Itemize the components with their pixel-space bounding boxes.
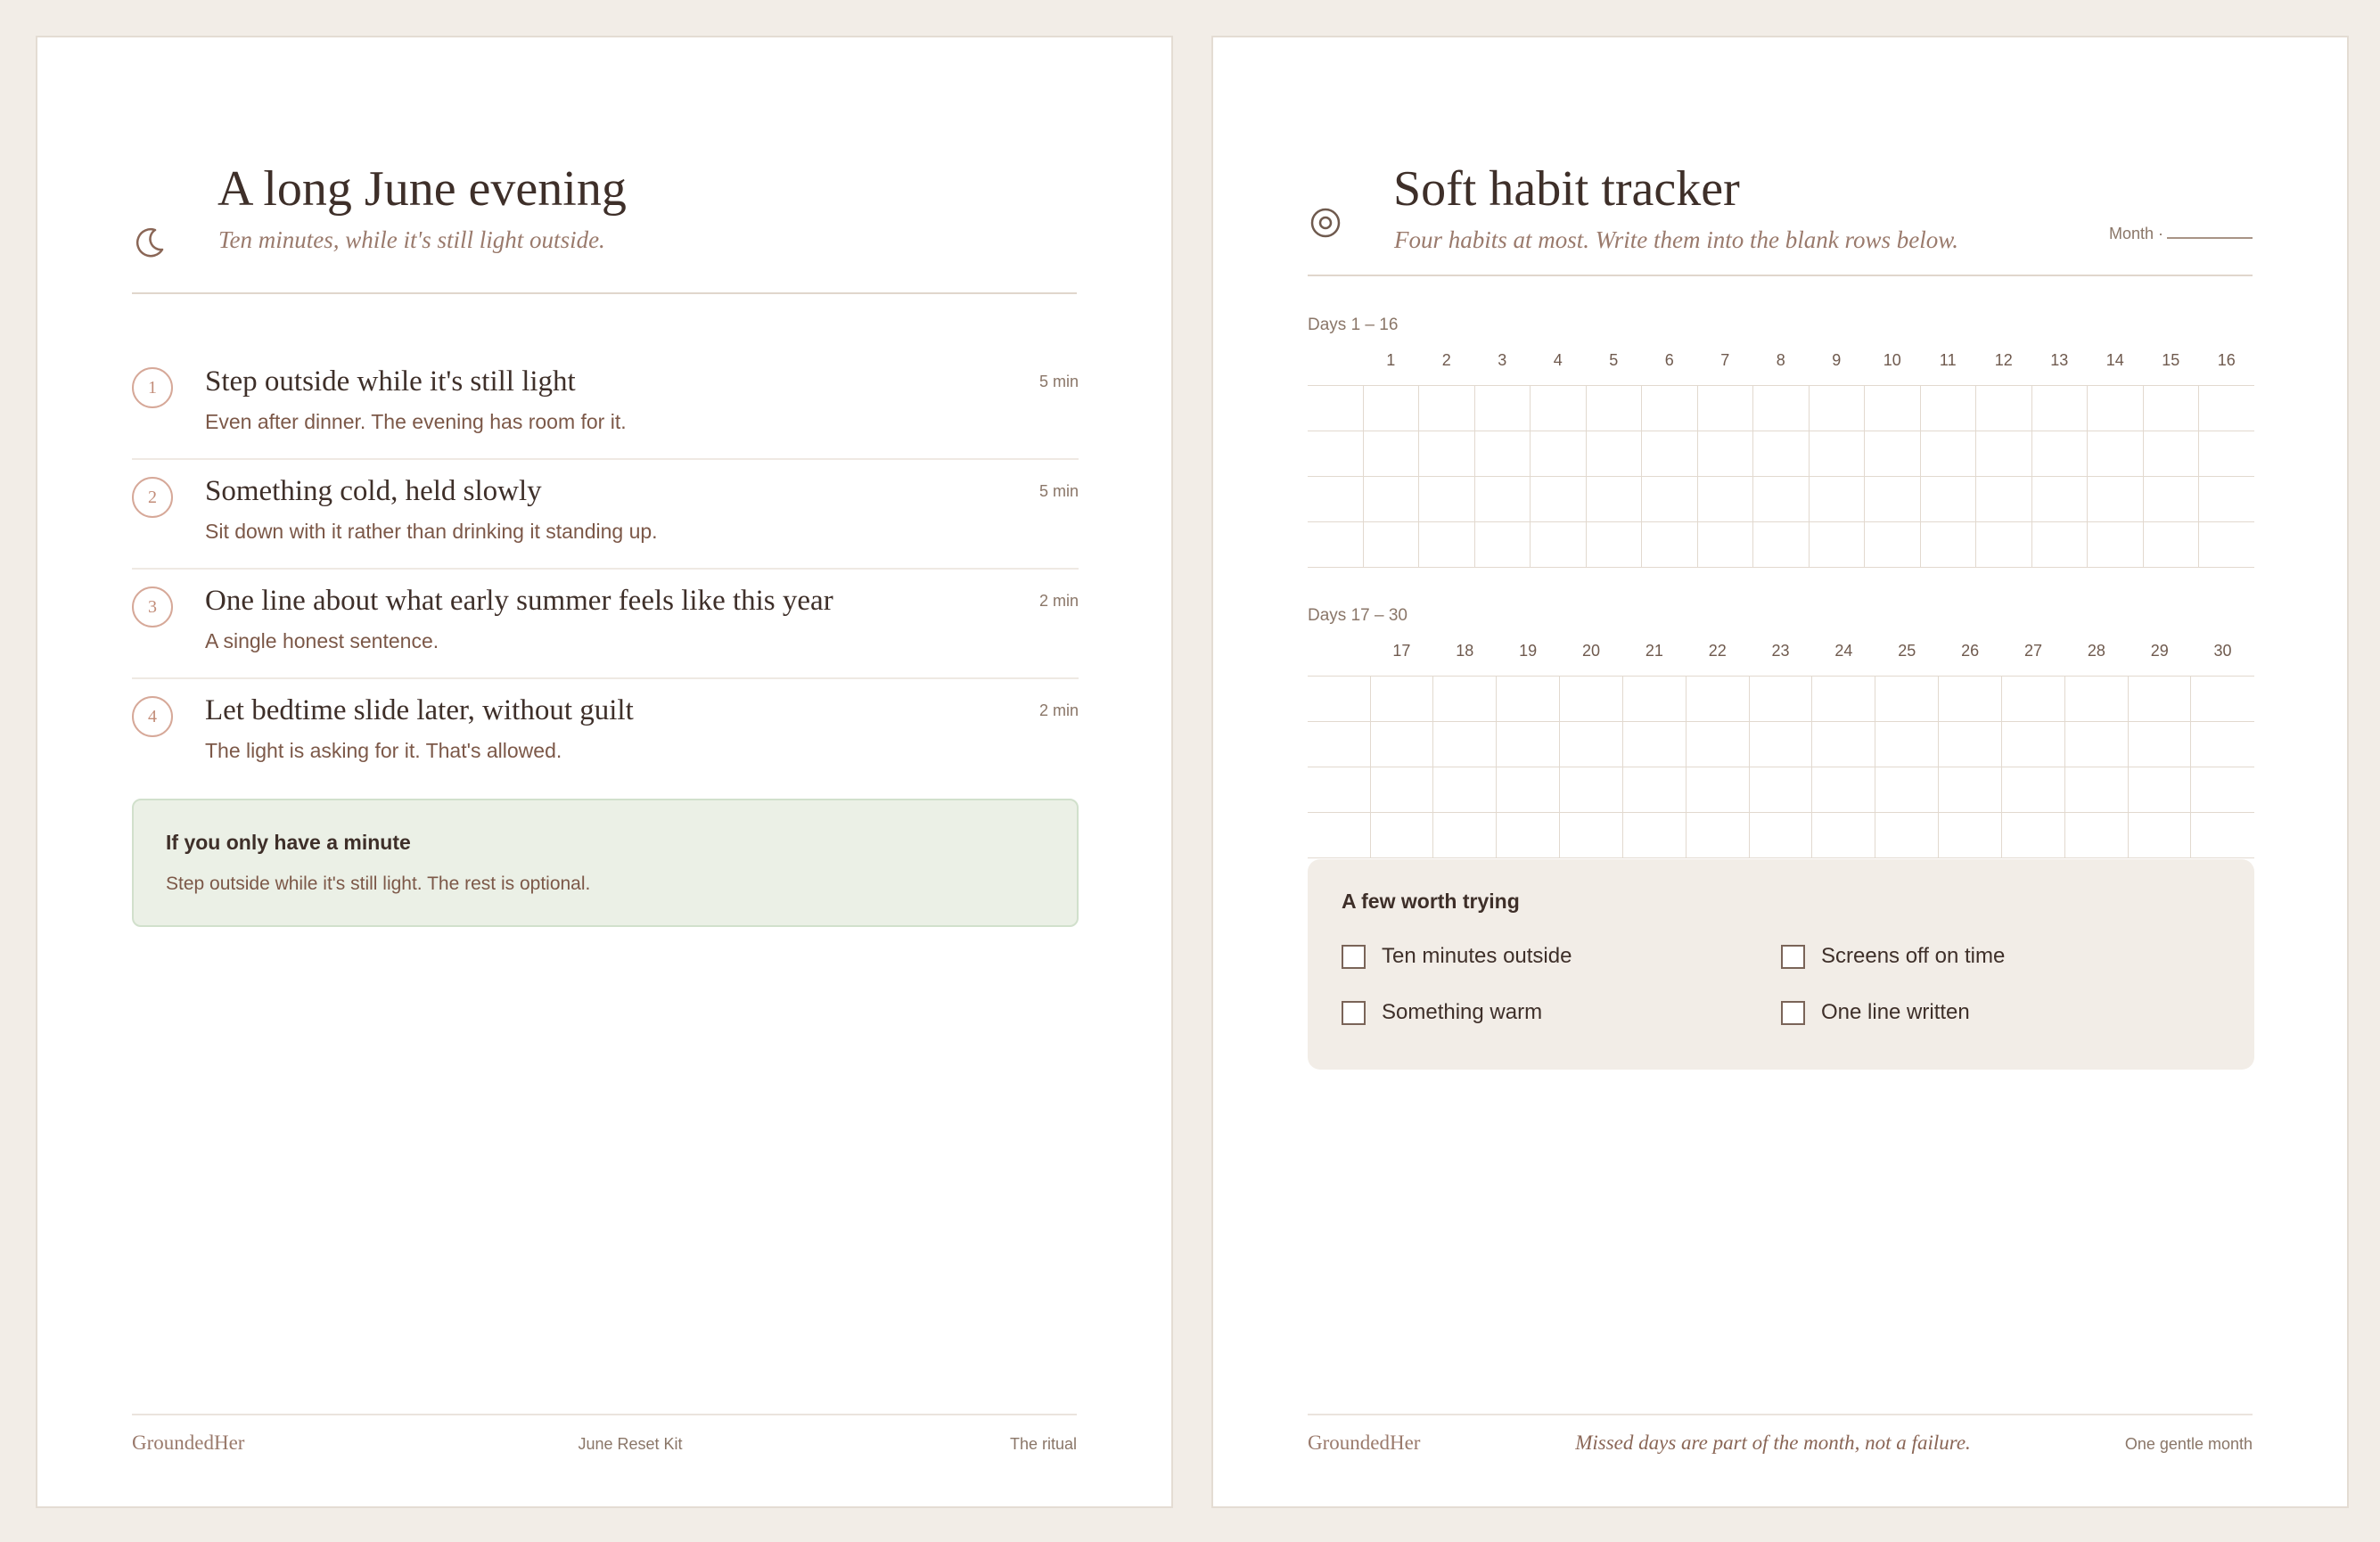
habit-grid-days-17-30 [1308,642,2254,865]
callout-text: Step outside while it's still light. The rest is optional. [166,874,591,894]
day-cell[interactable] [2143,522,2199,568]
day-cell[interactable] [1812,677,1875,722]
step-title: Let bedtime slide later, without guilt [205,694,634,726]
day-cell[interactable] [1697,477,1753,522]
month-blank-line[interactable] [2167,225,2253,239]
day-cell[interactable] [1920,386,1976,431]
suggestions-title: A few worth trying [1342,890,1520,913]
day-cell[interactable] [1622,813,1686,858]
habit-name-cell[interactable] [1308,813,1370,858]
one-minute-callout [132,799,1079,927]
day-number: 7 [1720,351,1730,369]
day-number: 23 [1771,642,1790,660]
day-cell[interactable] [2088,386,2144,431]
day-number: 1 [1386,351,1396,369]
day-number: 18 [1456,642,1474,660]
day-cell[interactable] [1560,722,1623,767]
suggestion-label: Ten minutes outside [1382,944,1572,968]
moon-icon [132,225,168,260]
day-cell[interactable] [1920,522,1976,568]
habit-row [1308,677,2254,722]
habit-name-cell[interactable] [1308,386,1363,431]
day-number: 8 [1776,351,1785,369]
step-duration: 5 min [1038,482,1079,500]
tracker-grid [1308,676,2254,858]
habit-name-cell[interactable] [1308,767,1370,813]
day-cell[interactable] [1939,722,2002,767]
header-divider [1308,275,2253,276]
day-cell[interactable] [1686,813,1749,858]
day-cell[interactable] [2064,722,2128,767]
ritual-step [132,349,1079,460]
checkbox-icon[interactable] [1342,945,1366,969]
day-number: 2 [1441,351,1451,369]
habit-name-cell[interactable] [1308,522,1363,568]
day-cell[interactable] [2191,722,2254,767]
day-number: 17 [1392,642,1411,660]
habit-row [1308,522,2254,568]
day-cell[interactable] [1363,386,1419,431]
day-cell[interactable] [1749,677,1812,722]
day-cell[interactable] [2088,431,2144,477]
day-cell[interactable] [1370,677,1433,722]
day-cell[interactable] [1433,722,1497,767]
habit-suggestions [1308,859,2254,1070]
day-cell[interactable] [1586,431,1642,477]
day-cell[interactable] [1976,431,2032,477]
step-description: Sit down with it rather than drinking it standing up. [205,520,658,543]
day-cell[interactable] [1809,431,1865,477]
ritual-step [132,678,1079,787]
day-cell[interactable] [1433,813,1497,858]
day-cell[interactable] [1560,813,1623,858]
day-cell[interactable] [2199,431,2255,477]
day-cell[interactable] [1809,386,1865,431]
day-cell[interactable] [2031,431,2088,477]
page-subtitle: Four habits at most. Write them into the blank rows below. [1394,226,1958,253]
footer-divider [1308,1414,2253,1415]
day-cell[interactable] [1642,386,1698,431]
day-cell[interactable] [1939,677,2002,722]
day-cell[interactable] [1686,677,1749,722]
day-cell[interactable] [1697,522,1753,568]
day-cell[interactable] [2199,522,2255,568]
day-cell[interactable] [1363,431,1419,477]
day-cell[interactable] [2088,477,2144,522]
day-cell[interactable] [1697,386,1753,431]
day-number: 19 [1519,642,1538,660]
checkbox-icon[interactable] [1342,1001,1366,1025]
day-cell[interactable] [1474,431,1531,477]
day-cell[interactable] [2199,386,2255,431]
day-cell[interactable] [1753,431,1810,477]
day-number: 9 [1832,351,1842,369]
day-cell[interactable] [1753,386,1810,431]
day-cell[interactable] [1622,722,1686,767]
habit-row [1308,431,2254,477]
day-number: 14 [2105,351,2124,369]
day-cell[interactable] [1474,386,1531,431]
habit-name-cell[interactable] [1308,477,1363,522]
day-cell[interactable] [1875,813,1939,858]
day-number: 6 [1664,351,1674,369]
day-cell[interactable] [1642,477,1698,522]
day-cell[interactable] [1686,722,1749,767]
day-cell[interactable] [1875,722,1939,767]
day-cell[interactable] [2128,677,2191,722]
tracker-grid [1308,385,2254,568]
habit-name-cell[interactable] [1308,431,1363,477]
day-cell[interactable] [2143,431,2199,477]
step-number-badge: 1 [132,367,173,408]
day-number: 4 [1553,351,1563,369]
day-cell[interactable] [1939,767,2002,813]
footer-brand: GroundedHer [132,1431,245,1454]
day-cell[interactable] [1920,431,1976,477]
day-cell[interactable] [2199,477,2255,522]
footer-divider [132,1414,1077,1415]
day-cell[interactable] [1531,522,1587,568]
habit-grid-days-1-16 [1308,351,2254,574]
target-icon [1308,205,1343,241]
ritual-step [132,569,1079,679]
day-number: 26 [1961,642,1980,660]
step-description: A single honest sentence. [205,629,439,652]
day-cell[interactable] [1753,477,1810,522]
day-cell[interactable] [2064,767,2128,813]
day-cell[interactable] [1586,386,1642,431]
step-description: The light is asking for it. That's allowed. [205,739,562,762]
step-title: One line about what early summer feels like this year [205,585,833,617]
day-number: 16 [2217,351,2236,369]
day-cell[interactable] [2001,767,2064,813]
day-cell[interactable] [1753,522,1810,568]
step-duration: 2 min [1038,701,1079,719]
day-cell[interactable] [2128,813,2191,858]
header-divider [132,292,1077,294]
day-cell[interactable] [1560,677,1623,722]
day-cell[interactable] [1531,431,1587,477]
day-number: 30 [2213,642,2232,660]
day-cell[interactable] [2001,813,2064,858]
step-duration: 5 min [1038,373,1079,390]
day-cell[interactable] [1875,677,1939,722]
day-number: 24 [1834,642,1853,660]
day-cell[interactable] [1749,813,1812,858]
callout-title: If you only have a minute [166,831,411,854]
habit-row [1308,477,2254,522]
footer-section: The ritual [1009,1435,1077,1453]
habit-row [1308,386,2254,431]
day-cell[interactable] [2143,386,2199,431]
day-number: 28 [2087,642,2105,660]
day-cell[interactable] [2064,677,2128,722]
day-cell[interactable] [2031,477,2088,522]
footer-kit-name: June Reset Kit [578,1435,683,1453]
day-cell[interactable] [1531,386,1587,431]
day-number: 25 [1898,642,1916,660]
suggestion-label: Screens off on time [1821,944,2006,968]
day-cell[interactable] [2191,767,2254,813]
day-cell[interactable] [1622,677,1686,722]
day-cell[interactable] [1809,522,1865,568]
day-cell[interactable] [1976,522,2032,568]
day-cell[interactable] [1812,767,1875,813]
day-number: 20 [1581,642,1600,660]
day-cell[interactable] [2031,386,2088,431]
day-cell[interactable] [1642,522,1698,568]
day-cell[interactable] [2001,722,2064,767]
day-cell[interactable] [1370,767,1433,813]
page-title: Soft habit tracker [1393,161,1740,217]
step-number-badge: 2 [132,477,173,518]
step-number-badge: 3 [132,586,173,627]
day-cell[interactable] [1976,477,2032,522]
habit-name-cell[interactable] [1308,677,1370,722]
day-number: 10 [1883,351,1901,369]
day-number: 5 [1609,351,1619,369]
day-number: 22 [1708,642,1727,660]
grid-label-days-17-30: Days 17 – 30 [1308,606,1407,625]
day-number: 21 [1645,642,1663,660]
day-cell[interactable] [1920,477,1976,522]
day-cell[interactable] [1586,522,1642,568]
day-cell[interactable] [1419,431,1475,477]
day-cell[interactable] [2088,522,2144,568]
day-cell[interactable] [2128,767,2191,813]
day-cell[interactable] [1560,767,1623,813]
suggestion-label: Something warm [1382,1000,1543,1024]
day-cell[interactable] [1370,722,1433,767]
suggestion-label: One line written [1821,1000,1970,1024]
day-cell[interactable] [1686,767,1749,813]
day-cell[interactable] [1474,522,1531,568]
day-cell[interactable] [1865,522,1921,568]
day-cell[interactable] [1875,767,1939,813]
day-cell[interactable] [1642,431,1698,477]
step-duration: 2 min [1038,592,1079,610]
day-cell[interactable] [1697,431,1753,477]
day-cell[interactable] [1749,767,1812,813]
grid-label-days-1-16: Days 1 – 16 [1308,316,1399,334]
day-cell[interactable] [1531,477,1587,522]
page-title: A long June evening [217,161,627,217]
day-cell[interactable] [1497,767,1560,813]
day-cell[interactable] [1622,767,1686,813]
footer-note: Missed days are part of the month, not a failure. [1575,1431,1971,1454]
day-cell[interactable] [1939,813,2002,858]
day-cell[interactable] [1865,386,1921,431]
day-cell[interactable] [1497,677,1560,722]
day-cell[interactable] [1749,722,1812,767]
day-cell[interactable] [1586,477,1642,522]
step-title: Step outside while it's still light [205,365,576,398]
habit-row [1308,813,2254,858]
day-number: 27 [2023,642,2042,660]
day-number: 13 [2050,351,2069,369]
day-number: 3 [1498,351,1507,369]
page-subtitle: Ten minutes, while it's still light outside. [218,226,605,253]
checkbox-icon[interactable] [1781,1001,1805,1025]
day-cell[interactable] [1497,813,1560,858]
day-cell[interactable] [1976,386,2032,431]
step-number-badge: 4 [132,696,173,737]
habit-tracker-page [1211,36,2349,1508]
habit-row [1308,767,2254,813]
day-number: 11 [1939,351,1957,369]
habit-name-cell[interactable] [1308,722,1370,767]
day-cell[interactable] [1370,813,1433,858]
day-cell[interactable] [1363,522,1419,568]
day-number: 15 [2162,351,2180,369]
day-cell[interactable] [2191,813,2254,858]
day-cell[interactable] [1497,722,1560,767]
day-cell[interactable] [1812,813,1875,858]
day-cell[interactable] [2143,477,2199,522]
month-label: Month · [2108,225,2163,242]
day-cell[interactable] [1812,722,1875,767]
day-cell[interactable] [1865,431,1921,477]
day-number: 29 [2150,642,2169,660]
habit-row [1308,722,2254,767]
checkbox-icon[interactable] [1781,945,1805,969]
step-description: Even after dinner. The evening has room for it. [205,410,627,433]
day-cell[interactable] [1419,522,1475,568]
ritual-page [36,36,1173,1508]
day-cell[interactable] [1474,477,1531,522]
step-title: Something cold, held slowly [205,475,542,507]
day-cell[interactable] [2031,522,2088,568]
day-cell[interactable] [2191,677,2254,722]
month-field[interactable] [2109,225,2253,243]
footer-brand: GroundedHer [1308,1431,1421,1454]
footer-section: One gentle month [2124,1435,2253,1453]
day-cell[interactable] [1433,767,1497,813]
day-cell[interactable] [1433,677,1497,722]
day-cell[interactable] [2128,722,2191,767]
day-cell[interactable] [2064,813,2128,858]
day-number: 12 [1994,351,2013,369]
day-cell[interactable] [1363,477,1419,522]
day-cell[interactable] [1419,477,1475,522]
day-cell[interactable] [1419,386,1475,431]
ritual-step [132,459,1079,570]
day-cell[interactable] [1865,477,1921,522]
day-cell[interactable] [2001,677,2064,722]
day-cell[interactable] [1809,477,1865,522]
